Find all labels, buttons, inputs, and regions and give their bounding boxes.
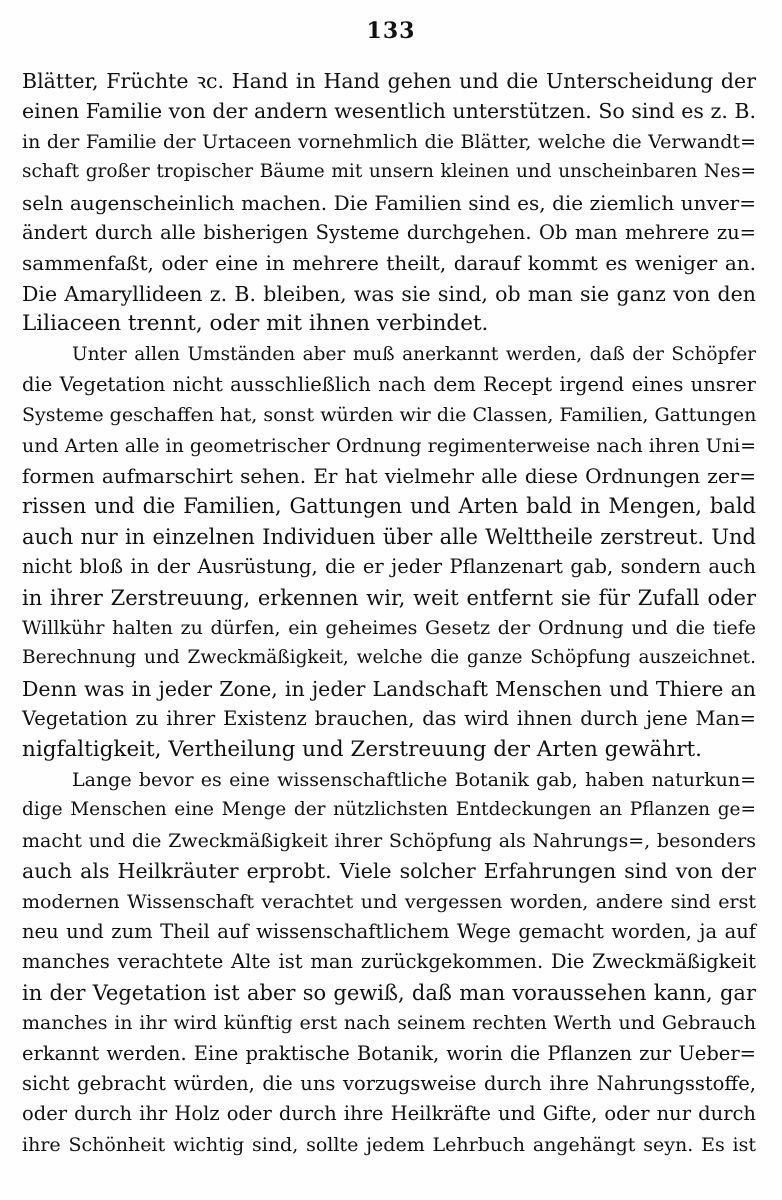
text-line: ihre Schönheit wichtig sind, sollte jedem Lehrbuch angehängt seyn. Es ist [22,1133,756,1156]
text-line: auch nur in einzelnen Individuen über alle Welttheile zerstreut. Und [22,524,756,549]
text-line: Blätter, Früchte ꝛc. Hand in Hand gehen und die Unterscheidung der [22,69,756,93]
text-line: Willkühr halten zu dürfen, ein geheimes Gesetz der Ordnung und die tiefe [22,617,756,640]
text-line: nigfaltigkeit, Vertheilung und Zerstreuung der Arten gewährt. [22,736,702,762]
text-line: nicht bloß in der Ausrüstung, die er jeder Pflanzenart gab, sondern auch [22,555,756,579]
text-line: Vegetation zu ihrer Existenz brauchen, das wird ihnen durch jene Man= [22,707,756,731]
text-line: macht und die Zweckmäßigkeit ihrer Schöpfung als Nahrungs=, besonders [22,829,756,852]
text-line: sicht gebracht würden, die uns vorzugsweise durch ihre Nahrungsstoffe, [22,1071,756,1095]
text-line: einen Familie von der andern wesentlich unterstützen. So sind es z. B. [22,99,756,124]
page-number: 133 [366,18,416,44]
text-line: Lange bevor es eine wissenschaftliche Botanik gab, haben naturkun= [72,768,756,791]
text-line: ändert durch alle bisherigen Systeme durchgehen. Ob man mehrere zu= [22,220,756,244]
text-line: Denn was in jeder Zone, in jeder Landschaft Menschen und Thiere an [22,676,756,701]
text-line: Liliaceen trennt, oder mit ihnen verbindet. [22,311,489,337]
text-line: seln augenscheinlich machen. Die Familien sind es, die ziemlich unver= [22,190,756,215]
text-line: manches in ihr wird künftig erst nach seinem rechten Werth und Gebrauch [22,1012,756,1035]
text-line: Systeme geschaffen hat, sonst würden wir die Classen, Familien, Gattungen [22,404,757,427]
text-line: Die Amaryllideen z. B. bleiben, was sie sind, ob man sie ganz von den [22,281,756,306]
text-line: rissen und die Familien, Gattungen und Arten bald in Mengen, bald [22,494,756,519]
text-line: in ihrer Zerstreuung, erkennen wir, weit entfernt sie für Zufall oder [22,585,756,610]
text-line: schaft großer tropischer Bäume mit unsern kleinen und unscheinbaren Nes= [22,161,756,183]
text-line: die Vegetation nicht ausschließlich nach dem Recept irgend eines unsrer [22,372,756,396]
text-line: Berechnung und Zweckmäßigkeit, welche die ganze Schöpfung auszeichnet. [22,647,756,669]
text-line: in der Familie der Urtaceen vornehmlich die Blätter, welche die Verwandt= [22,130,756,153]
text-line: sammenfaßt, oder eine in mehrere theilt, darauf kommt es weniger an. [22,251,756,276]
text-line: Unter allen Umständen aber muß anerkannt werden, daß der Schöpfer [72,343,756,365]
text-line: auch als Heilkräuter erprobt. Viele solcher Erfahrungen sind von der [22,859,756,884]
text-line: neu und zum Theil auf wissenschaftlichem Wege gemacht worden, ja auf [22,919,756,943]
body-text [22,66,756,1160]
text-line: und Arten alle in geometrischer Ordnung regimenterweise nach ihren Uni= [22,434,756,457]
text-line: oder durch ihr Holz oder durch ihre Heilkräfte und Gifte, oder nur durch [22,1102,756,1126]
text-line: erkannt werden. Eine praktische Botanik, worin die Pflanzen zur Ueber= [22,1041,756,1065]
text-line: formen aufmarschirt sehen. Er hat vielmehr alle diese Ordnungen zer= [22,464,756,489]
text-line: manches verachtete Alte ist man zurückgekommen. Die Zweckmäßigkeit [22,950,756,974]
text-line: in der Vegetation ist aber so gewiß, daß man voraussehen kann, gar [22,980,756,1005]
text-line: dige Menschen eine Menge der nützlichsten Entdeckungen an Pflanzen ge= [22,799,756,821]
text-line: modernen Wissenschaft verachtet und vergessen worden, andere sind erst [22,890,756,913]
